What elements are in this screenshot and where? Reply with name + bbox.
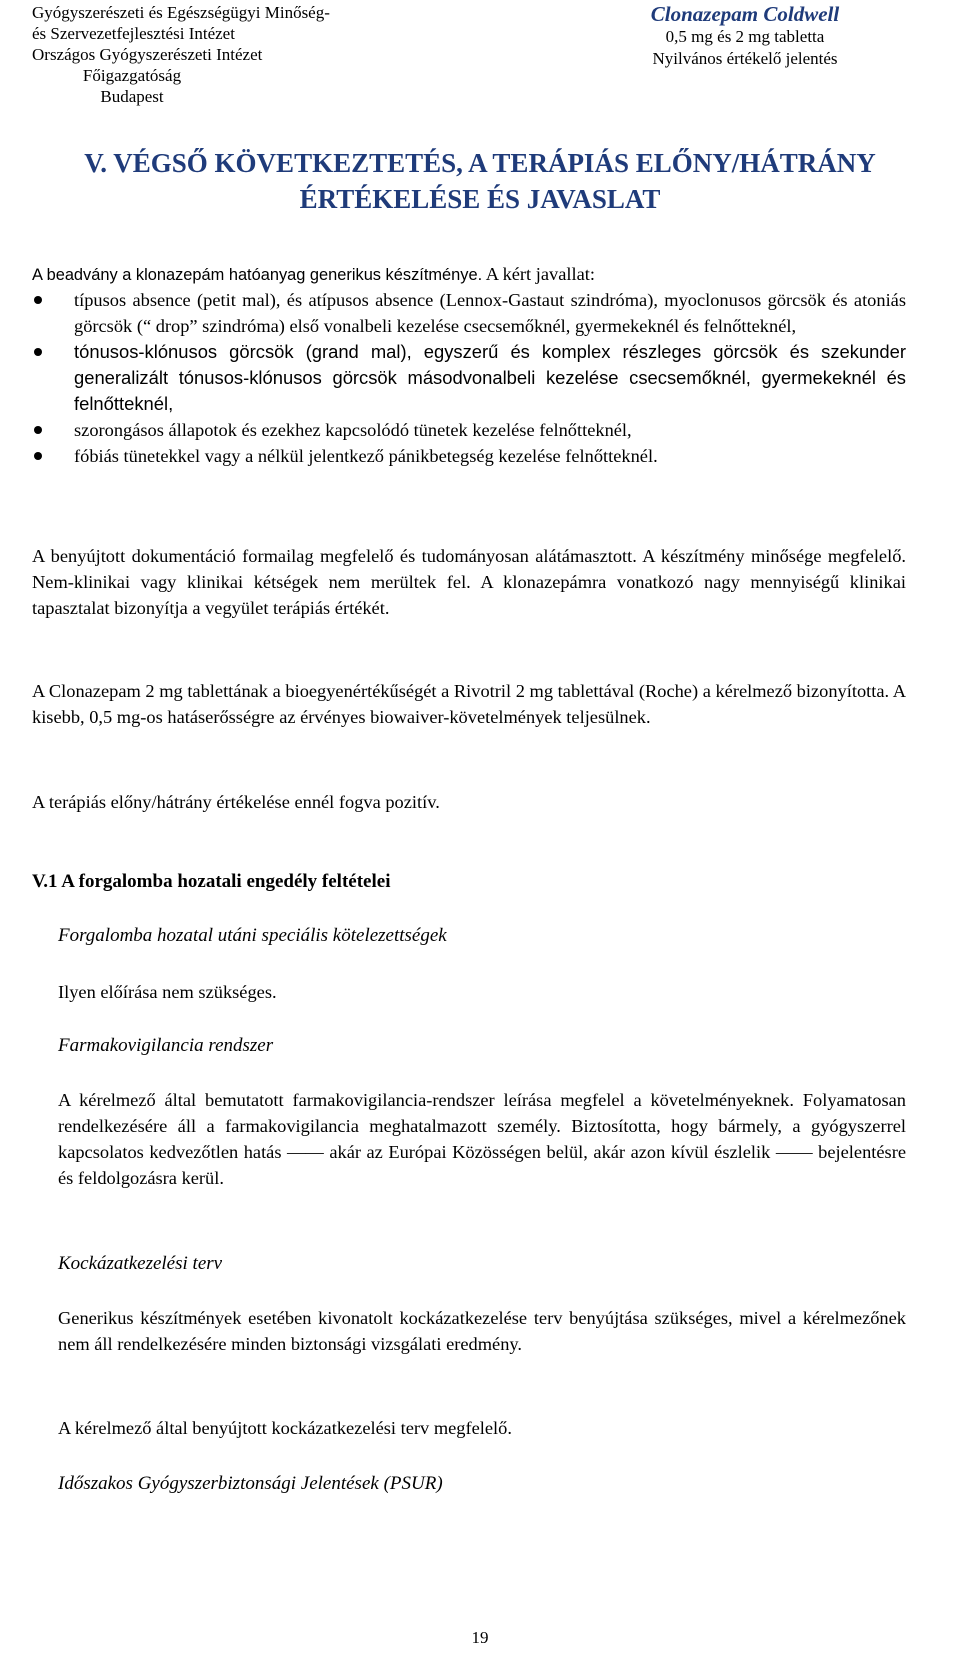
institute-line-1: Gyógyszerészeti és Egészségügyi Minőség- <box>32 3 330 22</box>
list-item <box>32 339 906 417</box>
intro-text-part-2: A kért javallat: <box>482 264 595 284</box>
list-item-text: tónusos-klónusos görcsök (grand mal), egyszerű és komplex részleges görcsök és szekunder generalizált tónusos-klónusos görcsök másodvonalbeli kezelése csecsemőknél, gyermekeknél és felnőtteknél, <box>74 341 906 414</box>
risk-management-text-2: A kérelmező által benyújtott kockázatkezelési terv megfelelő. <box>58 1418 512 1438</box>
product-strength: 0,5 mg és 2 mg tabletta <box>665 27 825 46</box>
page-number: 19 <box>471 1628 489 1647</box>
list-item <box>32 443 906 469</box>
conclusion-paragraph: A terápiás előny/hátrány értékelése ennél fogva pozitív. <box>32 792 440 812</box>
institute-line-4: Főigazgatóság <box>82 66 182 85</box>
product-block <box>580 2 910 70</box>
chapter-title <box>32 145 928 217</box>
bioequivalence-paragraph: A Clonazepam 2 mg tablettának a bioegyenértékűségét a Rivotril 2 mg tablettával (Roche) a kérelmező bizonyította. A kisebb, 0,5 mg-os hatáserősségre az érvényes biowaiver-követelmények teljesülnek. <box>32 681 906 727</box>
report-type: Nyilvános értékelő jelentés <box>652 49 838 68</box>
chapter-title-line-2: ÉRTÉKELÉSE ÉS JAVASLAT <box>299 184 661 214</box>
intro-text-part-1: A beadvány a klonazepám hatóanyag generikus készítménye. <box>32 266 483 284</box>
institute-line-2: és Szervezetfejlesztési Intézet <box>32 24 235 43</box>
subsection-title-pharmacovigilance: Farmakovigilancia rendszer <box>58 1035 274 1056</box>
post-marketing-text: Ilyen előírása nem szükséges. <box>58 982 277 1002</box>
institute-line-3: Országos Gyógyszerészeti Intézet <box>32 45 263 64</box>
section-title: V.1 A forgalomba hozatali engedély feltételei <box>32 871 391 892</box>
institute-block <box>32 2 472 107</box>
page-header <box>32 0 928 120</box>
chapter-title-line-1: V. VÉGSŐ KÖVETKEZTETÉS, A TERÁPIÁS ELŐNY/HÁTRÁNY <box>84 148 876 178</box>
product-title: Clonazepam Coldwell <box>650 2 840 26</box>
list-item <box>32 287 906 339</box>
pharmacovigilance-text: A kérelmező által bemutatott farmakovigilancia-rendszer leírása megfelel a követelményeknek. Folyamatosan rendelkezésére áll a farmakovigilancia meghatalmazott személy. Biztosította, hogy bármely, a gyógyszerrel kapcsolatos kedvezőtlen hatás —— akár az Európai Közösségen belül, akár azon kívül észlelik —— bejelentésre és feldolgozásra kerül. <box>58 1090 906 1188</box>
assessment-paragraph: A benyújtott dokumentáció formailag megfelelő és tudományosan alátámasztott. A készítmény minősége megfelelő. Nem-klinikai vagy klinikai kétségek nem merültek fel. A klonazepámra vonatkozó nagy mennyiségű klinikai tapasztalat bizonyítja a vegyület terápiás értékét. <box>32 546 906 618</box>
list-item-text: típusos absence (petit mal), és atípusos absence (Lennox-Gastaut szindróma), myoclonusos görcsök és atoniás görcsök (“ drop” szindróma) első vonalbeli kezelése csecsemőknél, gyermekeknél és felnőtteknél, <box>74 290 906 336</box>
list-item-text: szorongásos állapotok és ezekhez kapcsolódó tünetek kezelése felnőtteknél, <box>74 420 632 440</box>
bullet-icon <box>34 348 42 356</box>
risk-management-text-1: Generikus készítmények esetében kivonatolt kockázatkezelése terv benyújtása szükséges, mivel a kérelmezőnek nem áll rendelkezésére minden biztonsági vizsgálati eredmény. <box>58 1308 906 1354</box>
list-item <box>32 417 906 443</box>
intro-paragraph <box>32 261 906 288</box>
bullet-icon <box>34 296 42 304</box>
subsection-title-risk-management: Kockázatkezelési terv <box>58 1253 223 1274</box>
subsection-title-post-marketing: Forgalomba hozatal utáni speciális kötelezettségek <box>58 925 447 946</box>
bullet-icon <box>34 426 42 434</box>
institute-line-5: Budapest <box>100 87 164 106</box>
list-item-text: fóbiás tünetekkel vagy a nélkül jelentkező pánikbetegség kezelése felnőtteknél. <box>74 446 658 466</box>
bullet-icon <box>34 452 42 460</box>
subsection-title-psur: Időszakos Gyógyszerbiztonsági Jelentések (PSUR) <box>58 1473 443 1494</box>
indication-list <box>32 287 906 469</box>
